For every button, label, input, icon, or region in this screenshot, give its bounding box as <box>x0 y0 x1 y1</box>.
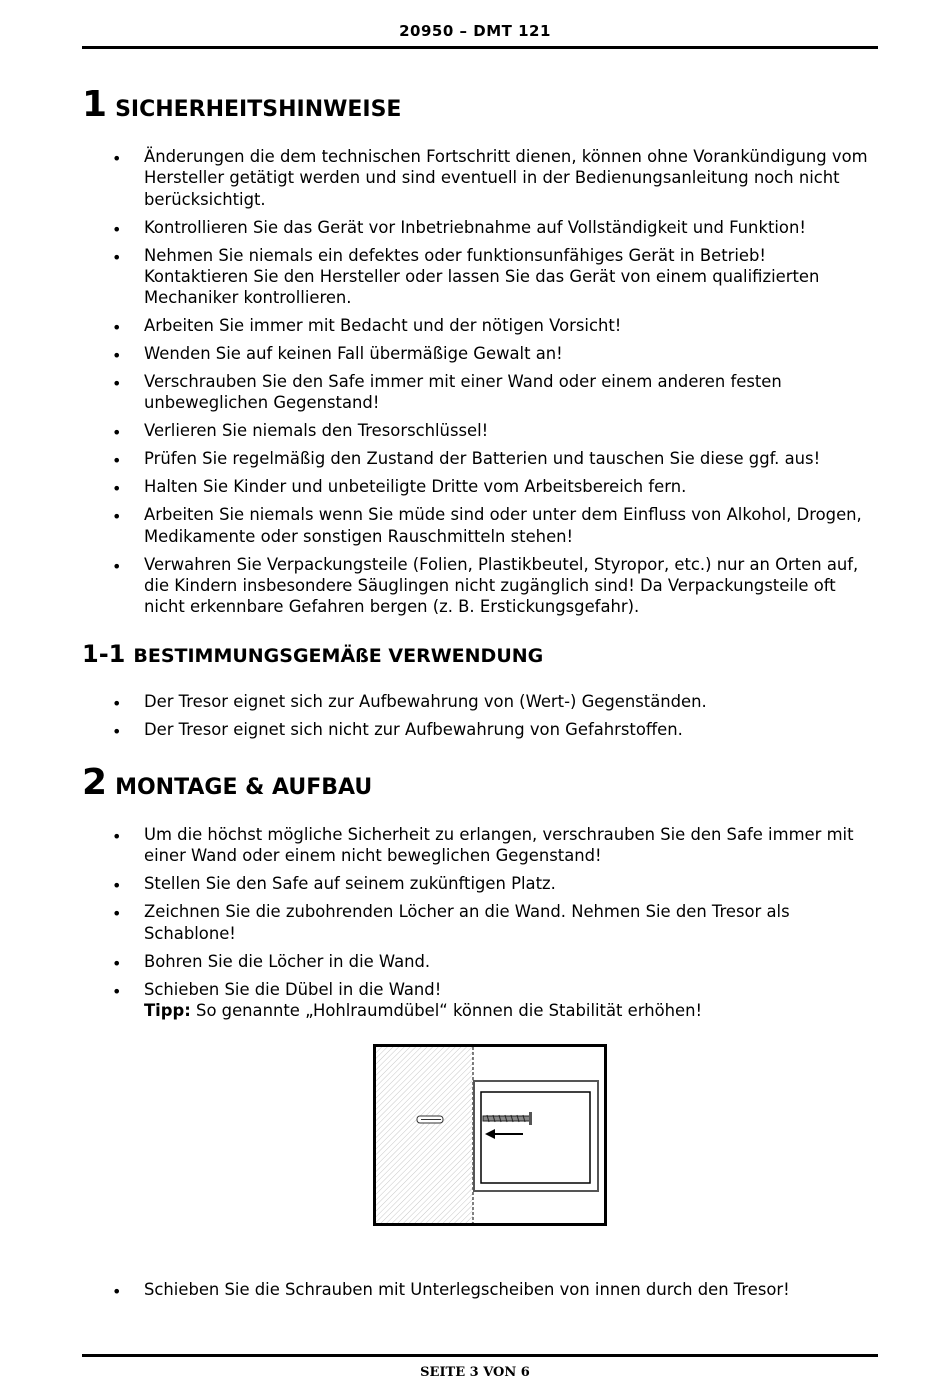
list-item <box>0 371 874 414</box>
section2-number: 2 <box>82 762 108 803</box>
list-item-text: Kontrollieren Sie das Gerät vor Inbetriebnahme auf Vollständigkeit und Funktion! <box>144 217 806 237</box>
header-rule <box>82 46 878 49</box>
section1-1-number: 1-1 <box>82 640 126 668</box>
bullet-icon: • <box>112 507 122 527</box>
list-item <box>0 315 874 336</box>
list-item <box>0 873 874 894</box>
section1-1-title: BESTIMMUNGSGEMÄßE VERWENDUNG <box>133 645 544 667</box>
wall-dowel-screw-illustration <box>373 1044 607 1226</box>
list-item <box>0 420 874 441</box>
header-title: 20950 – DMT 121 <box>399 22 551 40</box>
list-item-text: Verlieren Sie niemals den Tresorschlüssel! <box>144 421 489 441</box>
list-item <box>0 504 874 547</box>
safe-inner <box>481 1092 590 1183</box>
section2-final-list <box>0 1279 950 1307</box>
list-item-text: Halten Sie Kinder und unbeteiligte Dritte vom Arbeitsbereich fern. <box>144 477 687 497</box>
section2-list <box>0 824 950 1028</box>
section1-list <box>0 146 950 624</box>
section1-number: 1 <box>82 84 108 125</box>
list-item-text: Schieben Sie die Dübel in die Wand! <box>144 979 442 999</box>
bullet-icon: • <box>112 827 122 846</box>
list-item-text: Schieben Sie die Schrauben mit Unterlegscheiben von innen durch den Tresor! <box>144 1280 790 1299</box>
tip-label: Tipp: <box>144 1000 191 1020</box>
list-item-text: Um die höchst mögliche Sicherheit zu erlangen, verschrauben Sie den Safe immer mit einer Wand oder einem nicht beweglichen Gegenstand! <box>144 825 854 866</box>
list-item-text: Änderungen die dem technischen Fortschritt dienen, können ohne Vorankündigung vom Hersteller getätigt werden und sind eventuell in der Bedienungsanleitung noch nicht berücksichtigt. <box>144 147 868 209</box>
section1-heading <box>82 84 401 125</box>
list-item-text: Der Tresor eignet sich zur Aufbewahrung von (Wert-) Gegenständen. <box>144 692 707 711</box>
list-item-text: Arbeiten Sie niemals wenn Sie müde sind oder unter dem Einfluss von Alkohol, Drogen, Medikamente oder sonstigen Rauschmitteln stehen! <box>144 505 862 546</box>
bullet-icon: • <box>112 451 122 471</box>
list-item-text: Zeichnen Sie die zubohrenden Löcher an die Wand. Nehmen Sie den Tresor als Schablone! <box>144 902 790 943</box>
list-item <box>0 719 874 740</box>
section1-1-list <box>0 691 950 747</box>
list-item <box>0 245 874 309</box>
list-item <box>0 691 874 712</box>
list-item-text: Verwahren Sie Verpackungsteile (Folien, Plastikbeutel, Styropor, etc.) nur an Orten auf, die Kindern insbesondere Säuglingen nicht zugänglich sind! Da Verpackungsteile oft nicht erkennbare Gefahren bergen (z. B. Erstickungsgefahr). <box>144 554 859 617</box>
list-item-text: Wenden Sie auf keinen Fall übermäßige Gewalt an! <box>144 344 563 364</box>
bullet-icon: • <box>112 981 122 1001</box>
list-item-text: Nehmen Sie niemals ein defektes oder funktionsunfähiges Gerät in Betrieb! Kontaktieren Sie den Hersteller oder lassen Sie das Gerät von einem qualifizierten Mechaniker kontrollieren. <box>144 245 820 308</box>
list-item <box>0 824 874 867</box>
bullet-icon: • <box>112 556 122 576</box>
bullet-icon: • <box>112 374 122 394</box>
bullet-icon: • <box>112 479 122 499</box>
bullet-icon: • <box>112 219 122 239</box>
list-item <box>0 901 874 944</box>
bullet-icon: • <box>112 149 122 168</box>
bullet-icon: • <box>112 953 122 973</box>
list-item <box>0 979 874 1022</box>
page-number: SEITE 3 VON 6 <box>420 1365 530 1380</box>
section2-title: MONTAGE & AUFBAU <box>115 775 373 800</box>
wall-hatch <box>375 1046 473 1224</box>
bullet-icon: • <box>112 247 122 267</box>
section2-heading <box>82 762 372 803</box>
footer-rule <box>82 1354 878 1357</box>
list-item <box>0 476 874 497</box>
list-item <box>0 448 874 469</box>
bullet-icon: • <box>112 346 122 366</box>
list-item <box>0 951 874 972</box>
list-item <box>0 146 874 210</box>
section1-title: SICHERHEITSHINWEISE <box>115 97 402 122</box>
list-item <box>0 554 874 618</box>
bullet-icon: • <box>112 318 122 338</box>
tip-text: So genannte „Hohlraumdübel“ können die Stabilität erhöhen! <box>190 1000 703 1020</box>
bullet-icon: • <box>112 1282 122 1301</box>
bullet-icon: • <box>112 904 122 924</box>
list-item-text: Arbeiten Sie immer mit Bedacht und der nötigen Vorsicht! <box>144 316 622 336</box>
list-item <box>0 343 874 364</box>
list-item-text: Stellen Sie den Safe auf seinem zukünftigen Platz. <box>144 874 556 894</box>
list-item-text: Der Tresor eignet sich nicht zur Aufbewahrung von Gefahrstoffen. <box>144 719 683 739</box>
bullet-icon: • <box>112 423 122 443</box>
list-item <box>0 217 874 238</box>
bullet-icon: • <box>112 721 122 741</box>
list-item-text: Verschrauben Sie den Safe immer mit einer Wand oder einem anderen festen unbeweglichen Gegenstand! <box>144 372 782 413</box>
bullet-icon: • <box>112 694 122 713</box>
list-item-text: Prüfen Sie regelmäßig den Zustand der Batterien und tauschen Sie diese ggf. aus! <box>144 449 821 469</box>
section1-1-heading <box>82 640 543 668</box>
list-item-text: Bohren Sie die Löcher in die Wand. <box>144 951 431 971</box>
list-item <box>0 1279 874 1300</box>
bullet-icon: • <box>112 876 122 896</box>
